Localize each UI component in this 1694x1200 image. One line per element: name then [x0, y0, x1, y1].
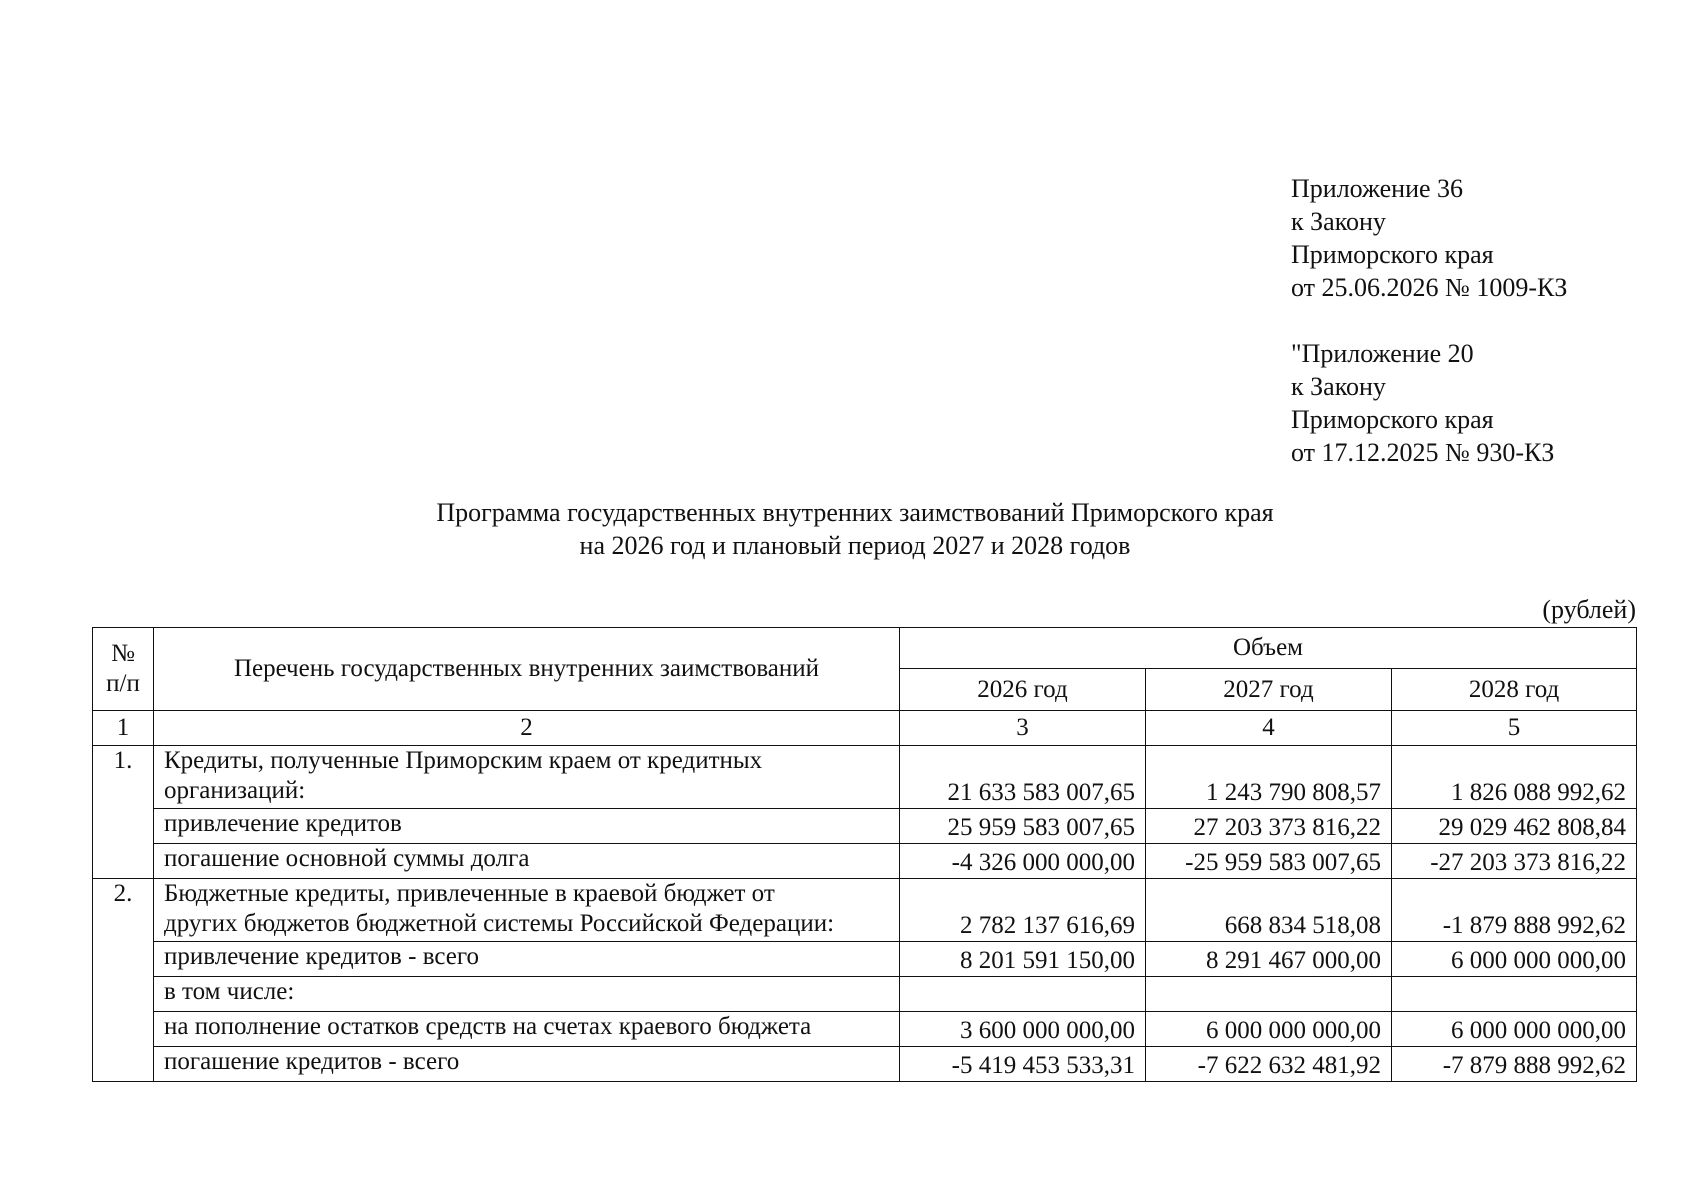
- value-2028: 1 826 088 992,62: [1392, 746, 1637, 809]
- appendix-current-line: Приложение 36: [1291, 174, 1464, 203]
- appendix-previous-line: "Приложение 20: [1291, 339, 1474, 368]
- header-name: Перечень государственных внутренних заимствований: [154, 628, 900, 711]
- appendix-current-line: Приморского края: [1291, 240, 1494, 269]
- table-row: [93, 942, 1637, 977]
- value-2027: 6 000 000 000,00: [1146, 1012, 1392, 1047]
- row-name: в том числе:: [154, 977, 900, 1012]
- value-2028: [1392, 977, 1637, 1012]
- value-2027: -7 622 632 481,92: [1146, 1047, 1392, 1082]
- row-name-line: других бюджетов бюджетной системы Российской Федерации:: [164, 910, 835, 937]
- row-name-line: Бюджетные кредиты, привлеченные в краевой бюджет от: [164, 880, 775, 907]
- appendix-previous-line: от 17.12.2025 № 930-КЗ: [1291, 438, 1555, 467]
- value-2027: 8 291 467 000,00: [1146, 942, 1392, 977]
- table-row: [93, 1047, 1637, 1082]
- header-number-abbr: п/п: [106, 670, 140, 697]
- row-name-line: организаций:: [164, 777, 306, 804]
- value-2026: 25 959 583 007,65: [900, 809, 1146, 844]
- value-2026: 3 600 000 000,00: [900, 1012, 1146, 1047]
- table-row: [93, 746, 1637, 809]
- value-2027: [1146, 977, 1392, 1012]
- value-2026: -5 419 453 533,31: [900, 1047, 1146, 1082]
- table-row: [93, 1012, 1637, 1047]
- row-name: [154, 746, 900, 809]
- appendix-current-line: от 25.06.2026 № 1009-КЗ: [1291, 273, 1568, 302]
- row-number: 2.: [93, 879, 154, 1082]
- row-name: [154, 879, 900, 942]
- value-2026: -4 326 000 000,00: [900, 844, 1146, 879]
- column-index: 4: [1146, 711, 1392, 746]
- header-volume: Объем: [900, 628, 1637, 669]
- value-2028: -1 879 888 992,62: [1392, 879, 1637, 942]
- value-2028: 29 029 462 808,84: [1392, 809, 1637, 844]
- title-line: Программа государственных внутренних заимствований Приморского края: [436, 498, 1274, 527]
- appendix-previous-line: Приморского края: [1291, 405, 1494, 434]
- appendix-block: [1291, 172, 1567, 469]
- document-title: [0, 496, 1694, 562]
- column-index: 2: [154, 711, 900, 746]
- header-year: 2027 год: [1146, 669, 1392, 711]
- column-index: 3: [900, 711, 1146, 746]
- borrowing-table: [92, 627, 1637, 1082]
- header-number-sign: №: [111, 640, 135, 667]
- table-row: [93, 879, 1637, 942]
- row-name: погашение основной суммы долга: [154, 844, 900, 879]
- row-name: привлечение кредитов - всего: [154, 942, 900, 977]
- column-index: 1: [93, 711, 154, 746]
- value-2028: -27 203 373 816,22: [1392, 844, 1637, 879]
- value-2028: 6 000 000 000,00: [1392, 942, 1637, 977]
- column-index-row: [93, 711, 1637, 746]
- column-index: 5: [1392, 711, 1637, 746]
- table-row: [93, 844, 1637, 879]
- value-2027: -25 959 583 007,65: [1146, 844, 1392, 879]
- value-2027: 27 203 373 816,22: [1146, 809, 1392, 844]
- value-2028: -7 879 888 992,62: [1392, 1047, 1637, 1082]
- row-name: привлечение кредитов: [154, 809, 900, 844]
- value-2026: 21 633 583 007,65: [900, 746, 1146, 809]
- row-name: погашение кредитов - всего: [154, 1047, 900, 1082]
- table-row: [93, 977, 1637, 1012]
- appendix-previous-line: к Закону: [1291, 372, 1386, 401]
- value-2027: 668 834 518,08: [1146, 879, 1392, 942]
- header-year: 2028 год: [1392, 669, 1637, 711]
- header-year: 2026 год: [900, 669, 1146, 711]
- value-2027: 1 243 790 808,57: [1146, 746, 1392, 809]
- table-header-row: [93, 628, 1637, 669]
- value-2026: 2 782 137 616,69: [900, 879, 1146, 942]
- row-name: на пополнение остатков средств на счетах краевого бюджета: [154, 1012, 900, 1047]
- table-row: [93, 809, 1637, 844]
- appendix-current-line: к Закону: [1291, 207, 1386, 236]
- title-line: на 2026 год и плановый период 2027 и 2028 годов: [579, 531, 1131, 560]
- units-label: (рублей): [1542, 595, 1636, 624]
- value-2026: 8 201 591 150,00: [900, 942, 1146, 977]
- row-number: 1.: [93, 746, 154, 879]
- value-2026: [900, 977, 1146, 1012]
- header-number: [93, 628, 154, 711]
- row-name-line: Кредиты, полученные Приморским краем от кредитных: [164, 747, 763, 774]
- value-2028: 6 000 000 000,00: [1392, 1012, 1637, 1047]
